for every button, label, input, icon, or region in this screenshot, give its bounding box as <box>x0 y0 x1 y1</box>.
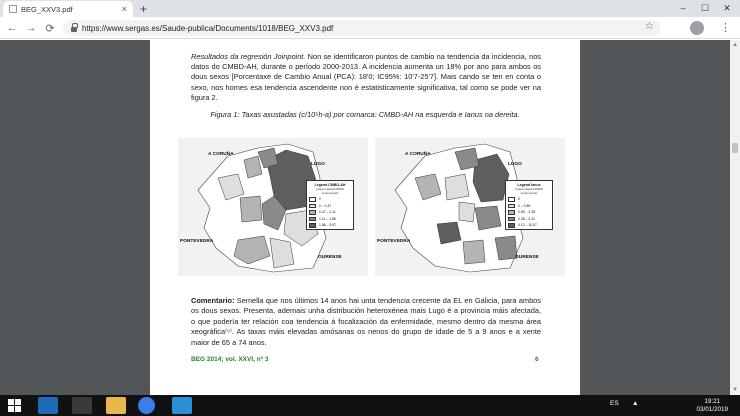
legend-label: 1.11 – 1.86 <box>319 216 336 221</box>
close-window-button[interactable]: ✕ <box>723 2 731 13</box>
page-number: 6 <box>535 356 539 363</box>
legend-swatch <box>508 204 515 209</box>
label-a-coruna-left: A CORUÑA <box>208 152 234 157</box>
back-button[interactable]: ← <box>6 22 18 34</box>
legend-label: 2.38 – 4.12 <box>518 216 535 221</box>
page-footer-citation: BEG 2014; vol. XXVI, nº 3 <box>191 356 269 363</box>
legend-swatch <box>508 210 515 215</box>
forward-button[interactable]: → <box>25 22 37 34</box>
legend-label: 0 – 0.47 <box>319 203 332 208</box>
lock-icon <box>71 25 77 32</box>
pdf-file-icon <box>9 5 17 13</box>
legend-swatch <box>309 223 316 228</box>
windows-start-icon[interactable] <box>8 399 22 412</box>
bookmark-star-icon[interactable]: ☆ <box>645 21 654 32</box>
legend-swatch <box>309 217 316 222</box>
legend-row <box>309 222 351 229</box>
label-ourense-left: OURENSE <box>318 255 342 260</box>
legend-swatch <box>508 197 515 202</box>
minimize-button[interactable]: – <box>680 3 686 13</box>
legend-title-right: Legend Ianus <box>517 183 541 187</box>
legend-label: 4.12 – 10.57 <box>518 223 537 228</box>
legend-swatch <box>508 223 515 228</box>
windows-taskbar <box>0 395 740 416</box>
intro-lead: Resultados da regresión Joinpoint. <box>191 52 306 61</box>
scrollbar-thumb[interactable] <box>732 143 738 153</box>
tab-strip <box>0 0 740 17</box>
system-clock[interactable] <box>696 398 728 414</box>
comment-label: Comentario: <box>191 296 235 305</box>
legend-swatch <box>309 204 316 209</box>
media-icon[interactable] <box>72 397 92 414</box>
profile-avatar[interactable] <box>690 21 704 35</box>
label-a-coruna-right: A CORUÑA <box>405 152 431 157</box>
legend-row <box>508 222 550 229</box>
address-bar[interactable] <box>63 20 660 36</box>
app-icon[interactable] <box>172 397 192 414</box>
new-tab-button[interactable]: + <box>140 2 148 16</box>
scroll-down-icon[interactable]: ▼ <box>732 387 738 393</box>
legend-label: 0 <box>319 197 321 202</box>
legend-label: 0 <box>518 197 520 202</box>
legend-right <box>505 180 553 230</box>
legend-subtitle-left: (mean cases/100000 person/year) <box>315 187 345 195</box>
figure-caption: Figura 1: Taxas axustadas (c/10⁵h-a) por comarca: CMBD-AH na esquerda e Ianus na dereita. <box>210 110 520 119</box>
browser-toolbar <box>0 17 740 39</box>
pdf-viewer <box>0 40 740 395</box>
legend-label: 0.47 – 1.11 <box>319 210 336 215</box>
tab-close-icon[interactable]: × <box>121 4 127 14</box>
map-cmbd-ah <box>178 138 368 276</box>
input-language[interactable]: ES <box>610 400 619 407</box>
legend-swatch <box>508 217 515 222</box>
label-pontevedra-right: PONTEVEDRA <box>377 239 411 244</box>
chrome-icon[interactable] <box>138 397 155 414</box>
browser-menu-icon[interactable]: ⋮ <box>720 22 731 34</box>
map-ianus <box>375 138 565 276</box>
legend-label: 1.86 – 5.97 <box>319 223 336 228</box>
internet-explorer-icon[interactable] <box>38 397 58 414</box>
clock-date: 03/01/2019 <box>696 406 728 413</box>
tab-title: BEG_XXV3.pdf <box>21 4 73 14</box>
tray-overflow-icon[interactable]: ▲ <box>632 400 639 407</box>
pdf-page <box>150 40 580 395</box>
legend-subtitle-right: (mean cases/100000 person/year) <box>514 187 544 195</box>
vertical-scrollbar[interactable] <box>730 40 740 395</box>
intro-text: Non se identificaron puntos de cambio na tendencia da incidencia, nos datos do CMBD-AH, durante o período 2000-2013. A incidencia aumenta un 18% por ano para ambos os dous sexos [Porcentaxe de Cambio Anual (PCA): 18'0; IC95%: 10'7-25'7]. Mais cando se ten en conta o sexo, nos homes esa tendencia ascendente non é estatisticamente significativa, tal como se pode ver na figura 2. <box>191 52 541 102</box>
tab-pdf[interactable] <box>3 1 133 17</box>
comment-paragraph <box>191 296 541 348</box>
address-url[interactable]: https://www.sergas.es/Saude-publica/Documents/1018/BEG_XXV3.pdf <box>82 23 334 33</box>
label-lugo-left: LUGO <box>311 162 325 167</box>
comment-text: Semella que nos últimos 14 anos hai unta tendencia crecente da EL en Galicia, para ambos os dous sexos. Presenta, ademais unha distribución heteroxénea mais Lugo é a provincia máis afectada, o que podería ter relación coa tendencia á focalización da enfermidade, mesmo dentro da mesma área xeográfica⁽⁵⁾. As taxas máis elevadas amósanas os nenos do grupo de idade de 5 a 9 anos e a xente maior de 65 a 74 anos. <box>191 296 541 347</box>
legend-title-left: Legend CMBD-AH <box>314 183 346 187</box>
legend-label: 0.89 – 2.38 <box>518 210 535 215</box>
maximize-button[interactable]: ☐ <box>700 2 710 13</box>
label-lugo-right: LUGO <box>508 162 522 167</box>
label-ourense-right: OURENSE <box>515 255 539 260</box>
legend-swatch <box>309 210 316 215</box>
file-explorer-icon[interactable] <box>106 397 126 414</box>
legend-left <box>306 180 354 230</box>
clock-time: 19:21 <box>704 398 721 405</box>
label-pontevedra-left: PONTEVEDRA <box>180 239 214 244</box>
reload-button[interactable]: ⟳ <box>45 22 55 35</box>
scroll-up-icon[interactable]: ▲ <box>732 42 738 48</box>
legend-label: 0 – 0.89 <box>518 203 531 208</box>
legend-swatch <box>309 197 316 202</box>
intro-paragraph <box>191 52 541 103</box>
